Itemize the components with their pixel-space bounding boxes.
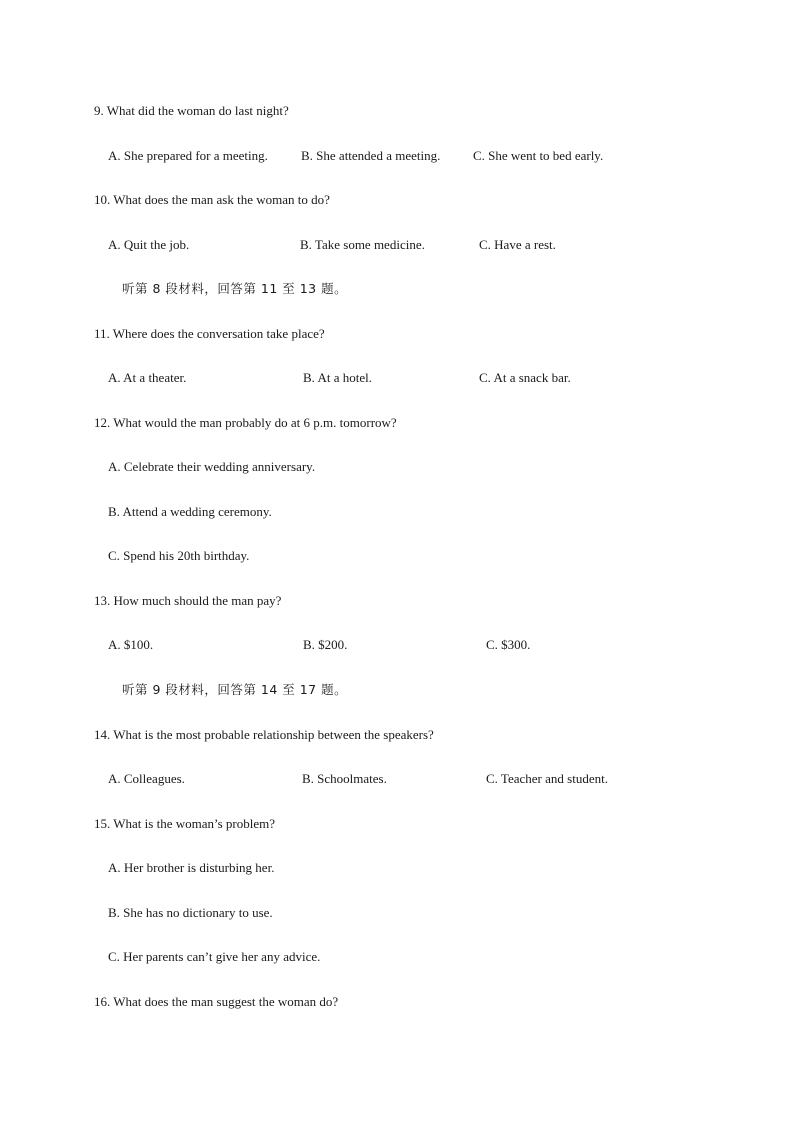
q14-option-c: C. Teacher and student. [486,771,608,786]
question-14: 14. What is the most probable relationship between the speakers? [94,727,434,742]
q14-option-a: A. Colleagues. [108,771,185,786]
question-16: 16. What does the man suggest the woman do? [94,994,339,1009]
q10-option-c: C. Have a rest. [479,237,556,252]
question-13: 13. How much should the man pay? [94,593,282,608]
q13-option-a: A. $100. [108,637,154,652]
question-15: 15. What is the woman’s problem? [94,816,276,831]
q11-option-b: B. At a hotel. [303,370,372,385]
q9-option-c: C. She went to bed early. [473,148,604,163]
q15-option-c: C. Her parents can’t give her any advice. [108,949,321,964]
q11-option-c: C. At a snack bar. [479,370,571,385]
question-10: 10. What does the man ask the woman to do? [94,192,330,207]
question-11: 11. Where does the conversation take place? [94,326,325,341]
q14-option-b: B. Schoolmates. [302,771,387,786]
q12-option-c: C. Spend his 20th birthday. [108,548,250,563]
q10-option-a: A. Quit the job. [108,237,190,252]
q13-option-c: C. $300. [486,637,531,652]
q12-option-b: B. Attend a wedding ceremony. [108,504,272,519]
question-9: 9. What did the woman do last night? [94,103,289,118]
section-8-instruction: 听第 8 段材料，回答第 11 至 13 题。 [122,281,348,296]
q9-option-a: A. She prepared for a meeting. [108,148,268,163]
q13-option-b: B. $200. [303,637,348,652]
section-9-instruction: 听第 9 段材料，回答第 14 至 17 题。 [122,682,348,697]
q9-option-b: B. She attended a meeting. [301,148,441,163]
q10-option-b: B. Take some medicine. [300,237,425,252]
q11-option-a: A. At a theater. [108,370,187,385]
q12-option-a: A. Celebrate their wedding anniversary. [108,459,316,474]
q15-option-b: B. She has no dictionary to use. [108,905,273,920]
question-12: 12. What would the man probably do at 6 p.m. tomorrow? [94,415,397,430]
q15-option-a: A. Her brother is disturbing her. [108,860,275,875]
